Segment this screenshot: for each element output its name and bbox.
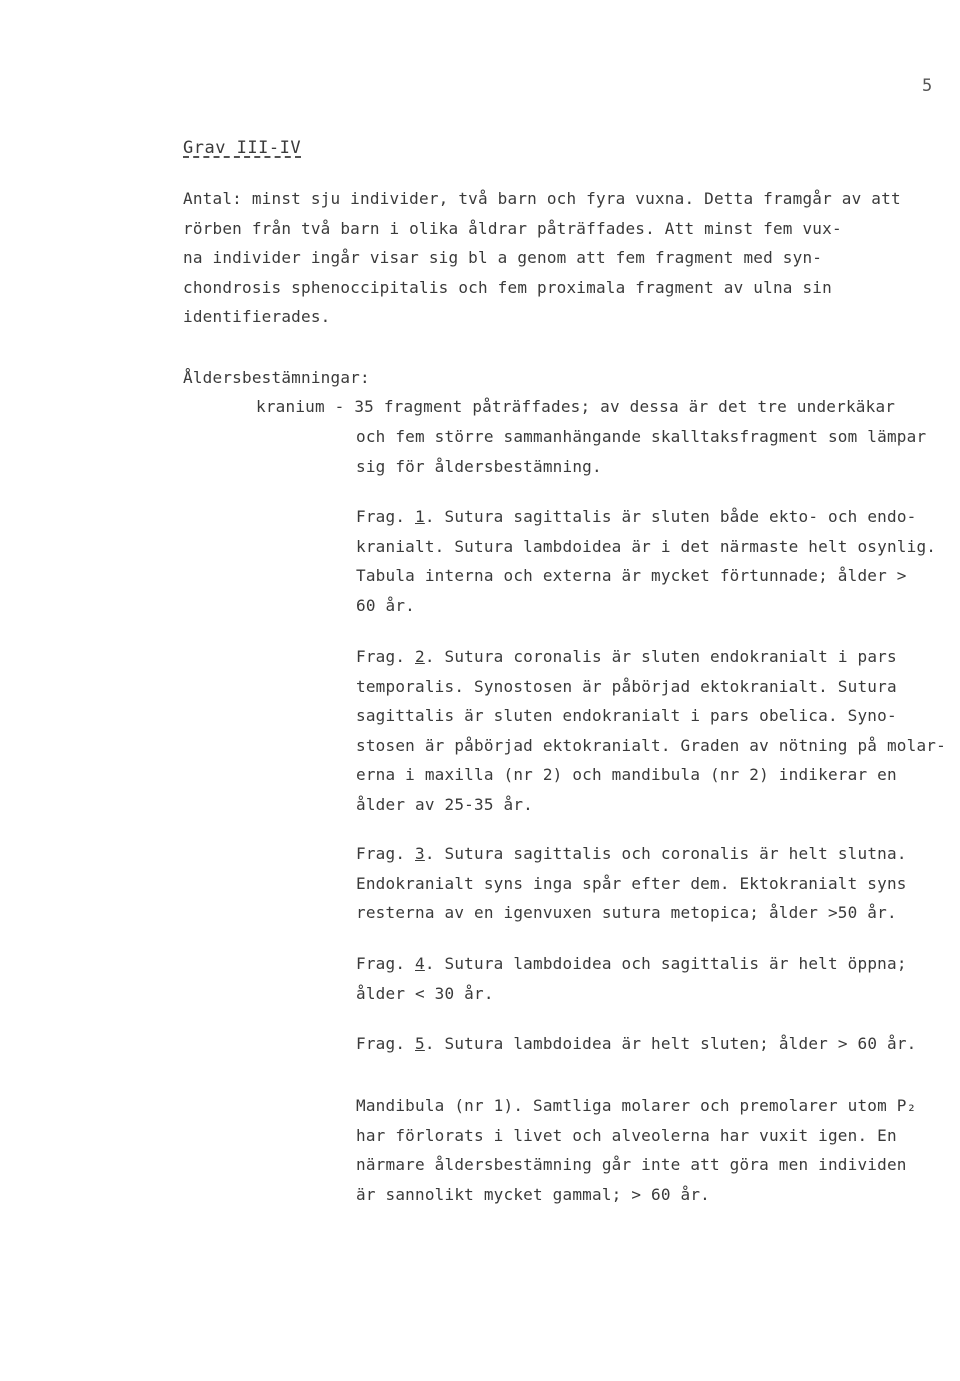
heading: Grav III-IV — [183, 138, 302, 158]
text-line: sig för åldersbestämning. — [356, 456, 602, 476]
text-line: na individer ingår visar sig bl a genom att fem fragment med syn- — [183, 248, 823, 267]
frag-text: . Sutura sagittalis är sluten både ekto- och endo- — [424, 507, 917, 526]
aldersbestamningar-label — [183, 363, 370, 393]
text-line: rörben från två barn i olika åldrar påträffades. Att minst fem vux- — [183, 218, 842, 238]
frag-prefix: Frag. — [356, 1034, 415, 1053]
frag4-paragraph — [356, 949, 907, 1008]
frag-text: . Sutura lambdoidea är helt sluten; ålder > 60 år. — [424, 1034, 917, 1053]
text-line: Antal: minst sju individer, två barn och fyra vuxna. Detta framgår av att — [183, 189, 901, 208]
page-number: 5 — [922, 76, 933, 96]
section-label: Åldersbestämningar: — [183, 368, 370, 387]
frag-prefix: Frag. — [356, 647, 415, 666]
frag-number: 5 — [415, 1034, 425, 1053]
text-line: chondrosis sphenoccipitalis och fem proximala fragment av ulna sin — [183, 277, 832, 297]
text-line: Tabula interna och externa är mycket förtunnade; ålder > — [356, 566, 907, 585]
frag-number: 2 — [415, 647, 425, 666]
frag-prefix: Frag. — [356, 844, 415, 863]
frag1-paragraph — [356, 502, 936, 620]
text-line: ålder av 25-35 år. — [356, 794, 533, 814]
kranium-paragraph — [256, 392, 895, 422]
text-line — [356, 642, 946, 672]
frag-text: . Sutura lambdoidea och sagittalis är helt öppna; — [424, 954, 907, 973]
text-line — [356, 949, 907, 979]
text-line: har förlorats i livet och alveolerna har vuxit igen. En — [356, 1125, 897, 1145]
text-line: Endokranialt syns inga spår efter dem. Ektokranialt syns — [356, 873, 907, 893]
text-line: Mandibula (nr 1). Samtliga molarer och premolarer utom P₂ — [356, 1096, 917, 1115]
frag5-paragraph — [356, 1029, 916, 1059]
text-line: temporalis. Synostosen är påbörjad ektokranialt. Sutura — [356, 676, 897, 696]
frag-prefix: Frag. — [356, 507, 415, 526]
text-line: erna i maxilla (nr 2) och mandibula (nr 2) indikerar en — [356, 765, 897, 784]
frag3-paragraph — [356, 839, 907, 928]
frag-text: . Sutura sagittalis och coronalis är helt slutna. — [424, 844, 907, 863]
text-line: stosen är påbörjad ektokranialt. Graden av nötning på molar- — [356, 735, 946, 755]
frag2-paragraph — [356, 642, 946, 819]
text-line: identifierades. — [183, 307, 331, 326]
text-line: är sannolikt mycket gammal; > 60 år. — [356, 1184, 710, 1204]
text-line — [356, 502, 936, 532]
antal-paragraph — [183, 184, 901, 332]
text-line: 60 år. — [356, 595, 415, 615]
text-line: och fem större sammanhängande skalltaksfragment som lämpar — [356, 427, 927, 446]
kranium-paragraph-cont — [356, 422, 926, 481]
text-line: kranialt. Sutura lambdoidea är i det närmaste helt osynlig. — [356, 536, 937, 556]
frag-number: 3 — [415, 844, 425, 863]
text-line: kranium - 35 fragment påträffades; av dessa är det tre underkäkar — [256, 397, 896, 416]
text-line — [356, 1029, 916, 1059]
frag-text: . Sutura coronalis är sluten endokranialt i pars — [424, 647, 897, 666]
frag-number: 1 — [415, 507, 425, 526]
text-line: resterna av en igenvuxen sutura metopica; ålder >50 år. — [356, 903, 897, 922]
mandibula-paragraph — [356, 1091, 916, 1209]
frag-number: 4 — [415, 954, 425, 973]
text-line: ålder < 30 år. — [356, 983, 494, 1003]
text-line — [356, 839, 907, 869]
text-line: sagittalis är sluten endokranialt i pars obelica. Syno- — [356, 706, 897, 725]
text-line: närmare åldersbestämning går inte att göra men individen — [356, 1155, 907, 1174]
frag-prefix: Frag. — [356, 954, 415, 973]
